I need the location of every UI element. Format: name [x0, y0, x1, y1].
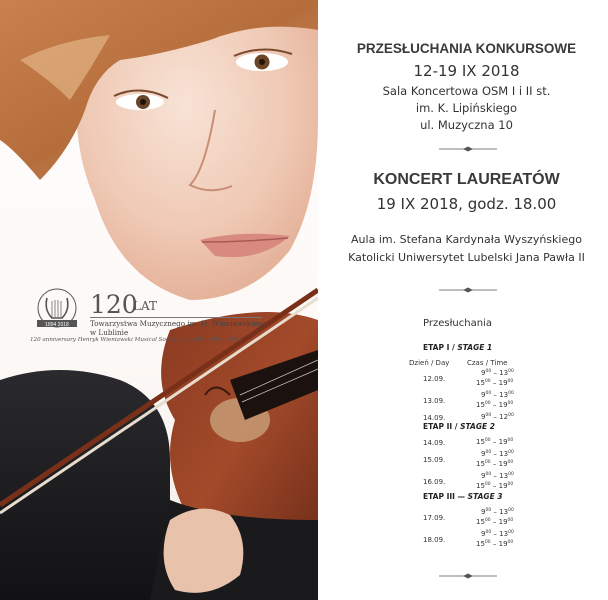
stage-label: ETAP II / STAGE 2	[423, 422, 495, 431]
time-slot: $9^{00} - 13^{00}$	[481, 530, 514, 538]
divider-ornament	[439, 573, 497, 579]
society-city: w Lublinie	[90, 328, 129, 337]
divider-ornament	[439, 287, 497, 293]
concert-datetime: 19 IX 2018, godz. 18.00	[376, 195, 557, 213]
time-slot: $9^{00} - 13^{00}$	[481, 508, 514, 516]
stage-label: ETAP I / STAGE 1	[423, 343, 493, 352]
audition-date: 16.09.	[423, 478, 446, 486]
divider-ornament	[439, 146, 497, 152]
society-name: Towarzystwa Muzycznego im. H. Wieniawskiego	[90, 319, 267, 328]
anniversary-number: 120	[90, 290, 138, 319]
audition-date: 17.09.	[423, 514, 446, 522]
audition-date: 14.09.	[423, 414, 446, 422]
concert-venue-line1: Aula im. Stefana Kardynała Wyszyńskiego	[351, 233, 582, 246]
concert-heading: KONCERT LAUREATÓW	[373, 171, 560, 188]
anniversary-lat: LAT	[133, 299, 157, 313]
audition-date: 12.09.	[423, 375, 446, 383]
time-slot: $15^{00} - 19^{00}$	[476, 540, 514, 548]
time-slot: $9^{00} - 12^{00}$	[481, 413, 514, 421]
time-slot: $15^{00} - 19^{00}$	[476, 438, 514, 446]
auditions-venue-line3: ul. Muzyczna 10	[420, 118, 513, 132]
schedule-title: Przesłuchania	[423, 318, 492, 329]
time-slot: $15^{00} - 19^{00}$	[476, 460, 514, 468]
logo-years: 1894 2018	[45, 321, 69, 328]
audition-date: 14.09.	[423, 439, 446, 447]
auditions-venue-line2: im. K. Lipińskiego	[415, 101, 518, 115]
column-day: Dzień / Day	[409, 359, 450, 367]
anniversary-block	[30, 290, 304, 350]
audition-date: 18.09.	[423, 536, 446, 544]
time-slot: $15^{00} - 19^{00}$	[476, 482, 514, 490]
audition-date: 13.09.	[423, 397, 446, 405]
time-slot: $15^{00} - 19^{00}$	[476, 379, 514, 387]
time-slot: $9^{00} - 13^{00}$	[481, 369, 514, 377]
time-slot: $9^{00} - 13^{00}$	[481, 391, 514, 399]
society-lyre-logo-icon	[34, 288, 80, 330]
anniversary-english: 120 anniversary Henryk Wieniawski Musical Society of Lublin 1894 - 2018	[30, 337, 243, 343]
auditions-venue-line1: Sala Koncertowa OSM I i II st.	[382, 84, 551, 98]
concert-venue-line2: Katolicki Uniwersytet Lubelski Jana Pawła II	[348, 251, 585, 264]
time-slot: $15^{00} - 19^{00}$	[476, 401, 514, 409]
info-panel	[325, 0, 608, 600]
time-slot: $15^{00} - 19^{00}$	[476, 518, 514, 526]
audition-date: 15.09.	[423, 456, 446, 464]
auditions-dates: 12-19 IX 2018	[413, 62, 520, 80]
time-slot: $9^{00} - 13^{00}$	[481, 472, 514, 480]
stage-label: ETAP III — STAGE 3	[423, 492, 503, 501]
column-time: Czas / Time	[467, 359, 508, 367]
time-slot: $9^{00} - 13^{00}$	[481, 450, 514, 458]
auditions-heading: PRZESŁUCHANIA KONKURSOWE	[356, 41, 577, 56]
anniversary-rule	[90, 317, 262, 318]
